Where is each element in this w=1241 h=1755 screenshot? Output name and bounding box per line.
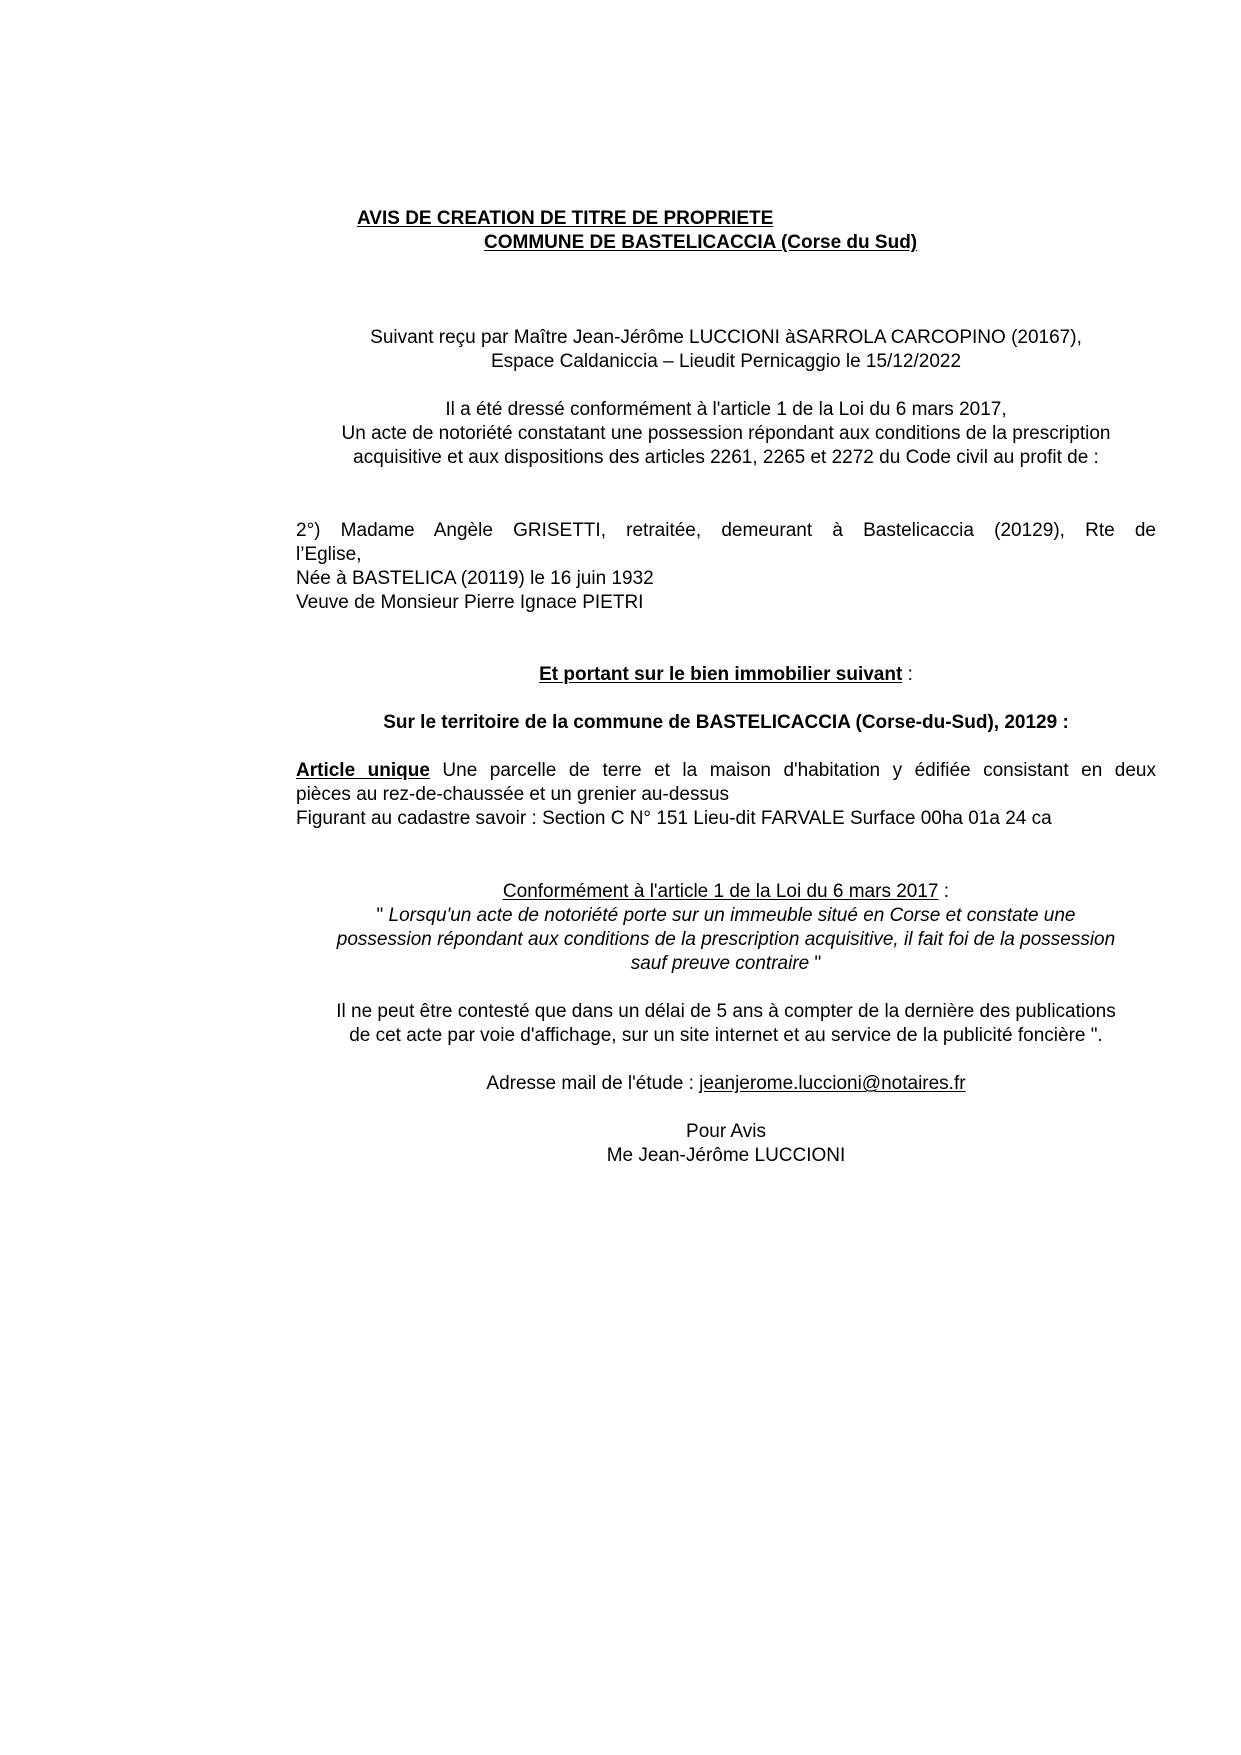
acte-line-1: Il a été dressé conformément à l'article 1 de la Loi du 6 mars 2017, [445,399,1007,420]
beneficiaire-line-3: Née à BASTELICA (20119) le 16 juin 1932 [296,568,654,589]
title-line-2: COMMUNE DE BASTELICACCIA (Corse du Sud) [484,232,918,253]
article-line-1 [296,759,1156,783]
bien-heading-text: Et portant sur le bien immobilier suivant [539,664,903,685]
quote-text-1: Lorsqu'un acte de notoriété porte sur un immeuble situé en Corse et constate une [388,905,1076,926]
intro-line-1: Suivant reçu par Maître Jean-Jérôme LUCCIONI àSARROLA CARCOPINO (20167), [370,327,1082,348]
signature-line-2: Me Jean-Jérôme LUCCIONI [606,1145,846,1166]
loi-quote-line-3 [296,952,1156,976]
territoire-line: Sur le territoire de la commune de BASTELICACCIA (Corse-du-Sud), 20129 : [383,712,1069,733]
title-line-1: AVIS DE CREATION DE TITRE DE PROPRIETE [357,208,774,229]
delai-line-1: Il ne peut être contesté que dans un délai de 5 ans à compter de la dernière des publications [336,1001,1116,1022]
bien-heading-suffix: : [902,664,913,685]
article-text-1: Une parcelle de terre et la maison d'habitation y édifiée consistant en deux [429,760,1156,781]
contact-line [296,1072,1156,1096]
loi-heading [296,880,1156,904]
quote-open: " [376,905,389,926]
beneficiaire-line-1: 2°) Madame Angèle GRISETTI, retraitée, demeurant à Bastelicaccia (20129), Rte de [296,520,1156,541]
intro-line-2: Espace Caldaniccia – Lieudit Pernicaggio le 15/12/2022 [490,351,962,372]
email-link[interactable]: jeanjerome.luccioni@notaires.fr [699,1073,966,1094]
beneficiaire-line-4: Veuve de Monsieur Pierre Ignace PIETRI [296,592,644,613]
signature-line-1: Pour Avis [686,1121,766,1142]
cadastre-line: Figurant au cadastre savoir : Section C N° 151 Lieu-dit FARVALE Surface 00ha 01a 24 ca [296,808,1052,829]
loi-heading-suffix: : [938,881,950,902]
delai-line-2: de cet acte par voie d'affichage, sur un site internet et au service de la publicité foncière ". [349,1025,1103,1046]
article-line-2: pièces au rez-de-chaussée et un grenier au-dessus [296,784,730,805]
loi-quote-line-2: possession répondant aux conditions de la prescription acquisitive, il fait foi de la possession [336,929,1116,950]
loi-quote-line-1 [296,904,1156,928]
bien-heading [296,663,1156,687]
loi-heading-text: Conformément à l'article 1 de la Loi du 6 mars 2017 [502,881,939,902]
acte-line-2: Un acte de notoriété constatant une possession répondant aux conditions de la prescription [341,423,1111,444]
article-label: Article unique [296,760,430,781]
beneficiaire-line-2: l’Eglise, [296,544,362,565]
contact-label: Adresse mail de l'étude : [486,1073,700,1094]
quote-close: " [814,953,822,974]
acte-line-3: acquisitive et aux dispositions des articles 2261, 2265 et 2272 du Code civil au profit de : [353,447,1099,468]
quote-text-3: sauf preuve contraire [630,953,815,974]
